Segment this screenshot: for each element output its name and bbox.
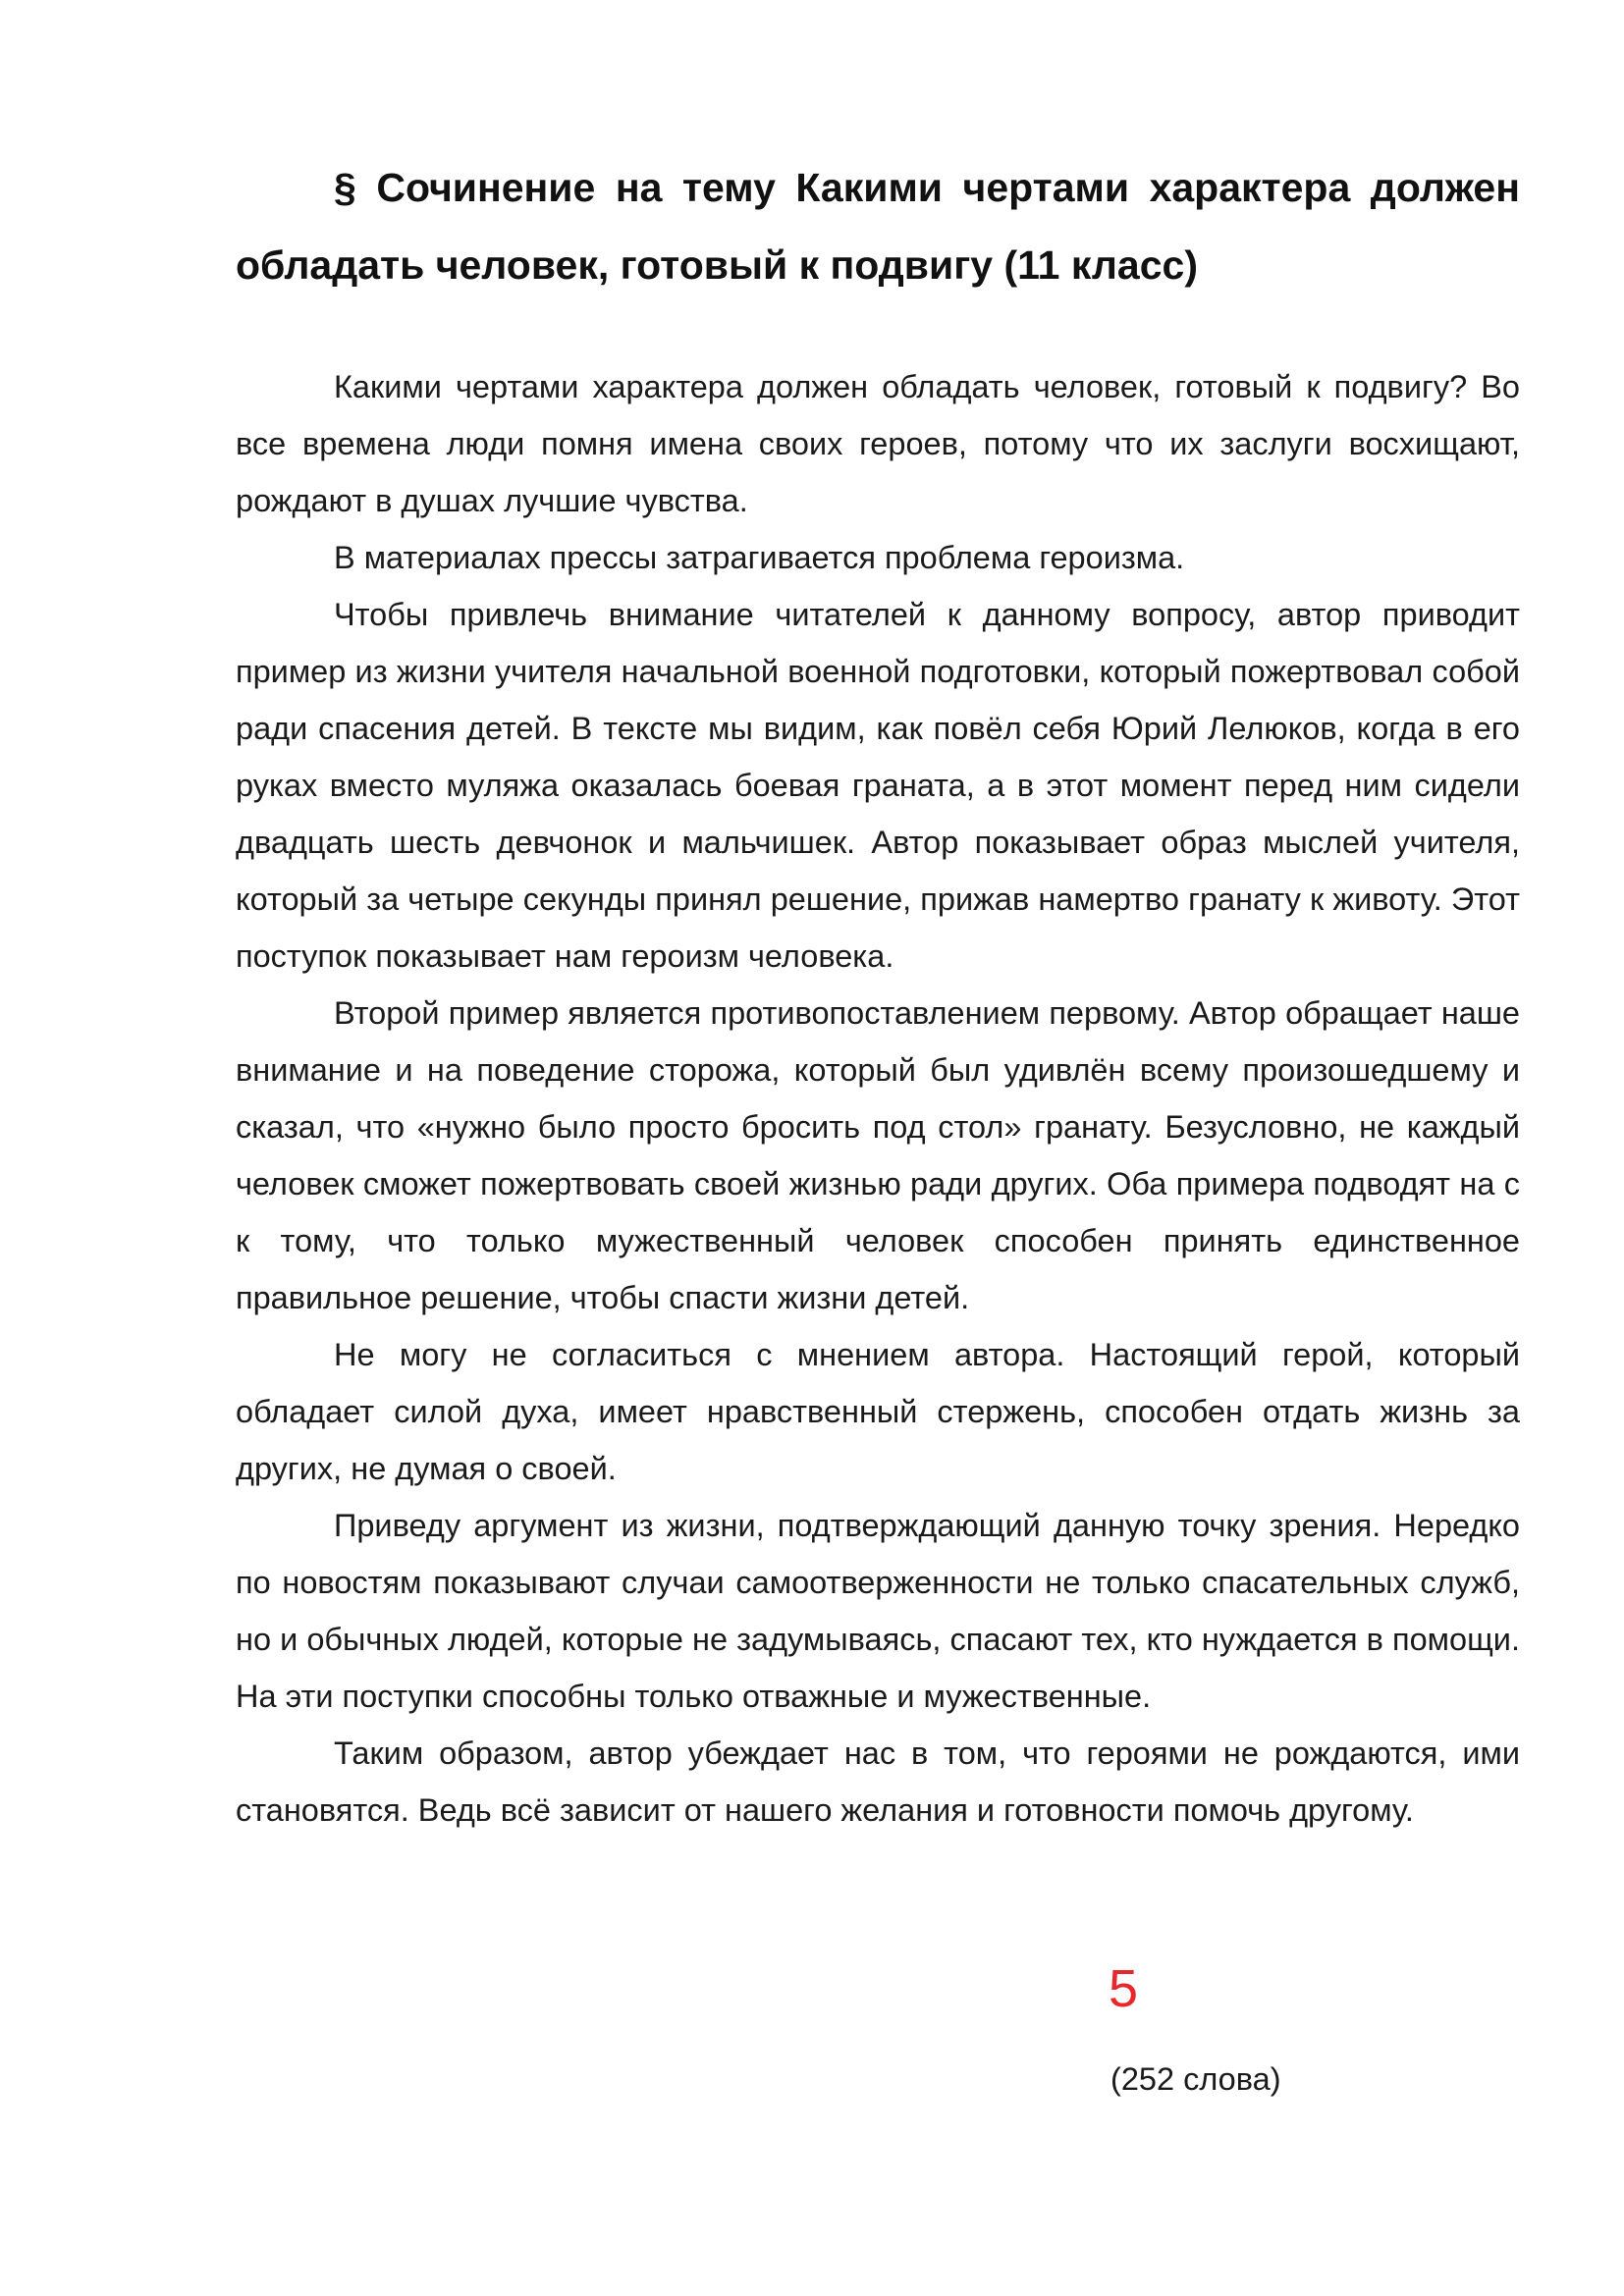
essay-paragraph: Таким образом, автор убеждает нас в том, что героями не рождаются, ими становятся. Ведь всё зависит от нашего желания и готовности помочь другому. (236, 1735, 1520, 1828)
word-count: (252 слова) (1110, 2061, 1281, 2097)
essay-body (236, 358, 1520, 1839)
grade-mark: 5 (1109, 1959, 1139, 2018)
essay-paragraph: Какими чертами характера должен обладать человек, готовый к подвигу? Во все времена люди помня имена своих героев, потому что их заслуги восхищают, рождают в душах лучшие чувства. (236, 369, 1520, 518)
essay-paragraph: Не могу не согласиться с мнением автора. Настоящий герой, который обладает силой духа, имеет нравственный стержень, способен отдать жизнь за других, не думая о своей. (236, 1337, 1520, 1486)
essay-paragraph: Приведу аргумент из жизни, подтверждающий данную точку зрения. Нередко по новостям показывают случаи самоотверженности не только спасательных служб, но и обычных людей, которые не задумываясь, спасают тех, кто нуждается в помощи. На эти поступки способны только отважные и мужественные. (236, 1508, 1520, 1714)
essay-paragraph: Чтобы привлечь внимание читателей к данному вопросу, автор приводит пример из жизни учителя начальной военной подготовки, который пожертвовал собой ради спасения детей. В тексте мы видим, как повёл себя Юрий Лелюков, когда в его руках вместо муляжа оказалась боевая граната, а в этот момент перед ним сидели двадцать шесть девчонок и мальчишек. Автор показывает образ мыслей учителя, который за четыре секунды принял решение, прижав намертво гранату к животу. Этот поступок показывает нам героизм человека. (236, 597, 1520, 974)
essay-paragraph: В материалах прессы затрагивается проблема героизма. (334, 540, 1185, 575)
essay-title: § Сочинение на тему Какими чертами характера должен обладать человек, готовый к подвигу (11 класс) (236, 165, 1520, 288)
essay-paragraph: Второй пример является противопоставлением первому. Автор обращает наше внимание и на поведение сторожа, который был удивлён всему произошедшему и сказал, что «нужно было просто бросить под стол» гранату. Безусловно, не каждый человек сможет пожертвовать своей жизнью ради других. Оба примера подводят на с к тому, что только мужественный человек способен принять единственное правильное решение, чтобы спасти жизни детей. (236, 995, 1520, 1315)
